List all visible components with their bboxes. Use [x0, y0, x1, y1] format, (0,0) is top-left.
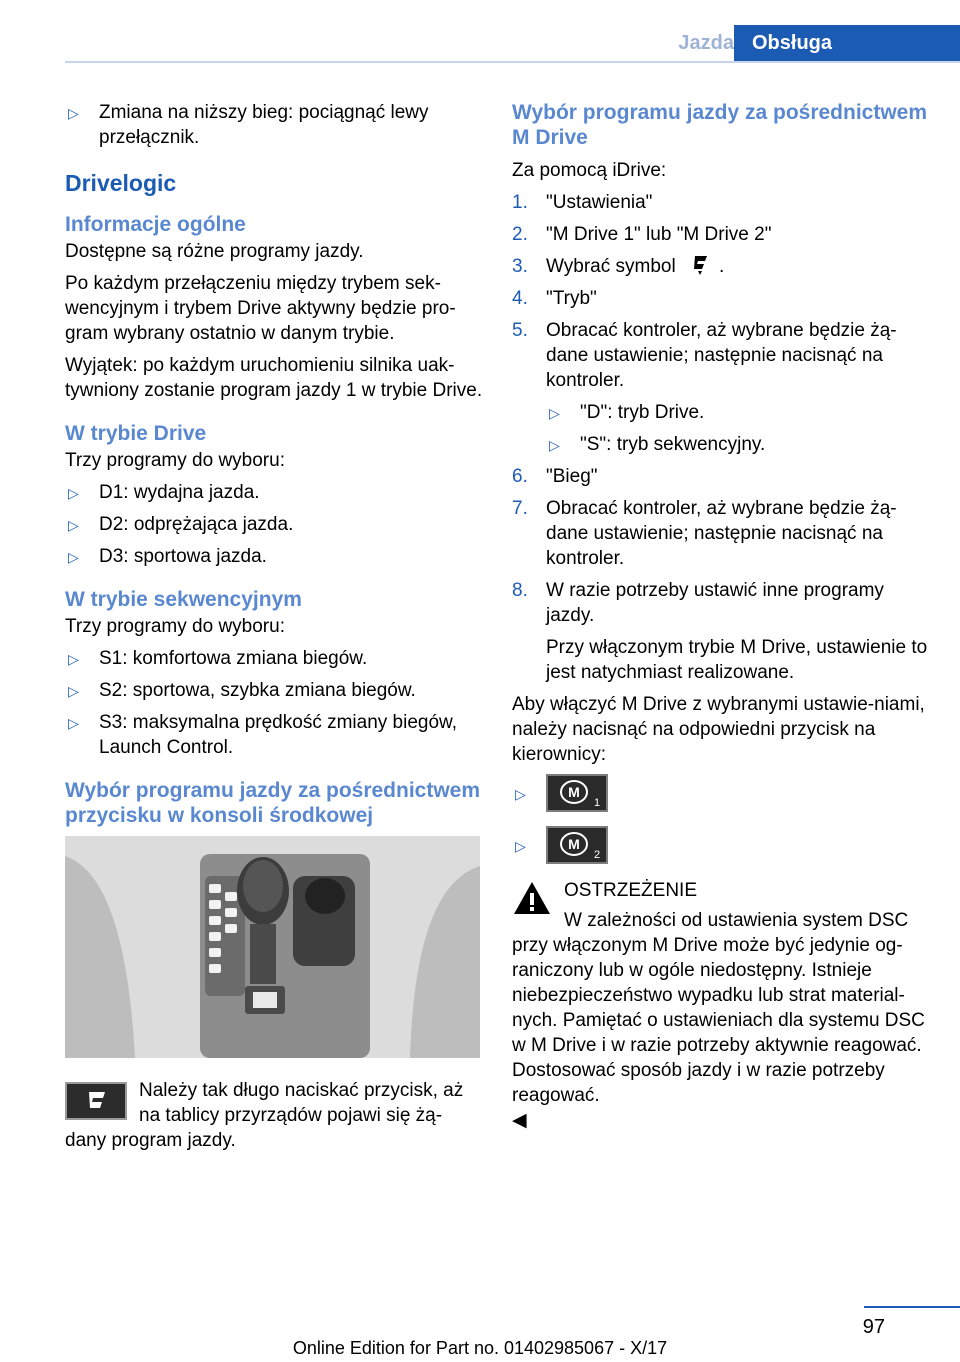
driving-mode-button-icon — [65, 1082, 127, 1120]
list-item: 7. Obracać kontroler, aż wybrane będzie żą-dane ustawienie; następnie nacisnąć na kontroler. — [512, 498, 897, 569]
triangle-bullet-icon: ▷ — [68, 517, 79, 533]
header-divider — [65, 61, 960, 63]
footer-divider — [864, 1306, 960, 1308]
list-item — [512, 826, 932, 864]
paragraph: Trzy programy do wyboru: — [65, 450, 285, 471]
paragraph: Dostępne są różne programy jazdy. — [65, 241, 364, 262]
center-console-photo — [65, 836, 480, 1058]
m2-button-icon — [546, 826, 608, 864]
note-text: Należy tak długo naciskać przycisk, aż na tablicy przyrządów pojawi się żą-dany program jazdy. — [65, 1080, 464, 1151]
paragraph: Za pomocą iDrive: — [512, 160, 667, 181]
triangle-bullet-icon: ▷ — [68, 715, 79, 731]
center-console-illustration — [65, 836, 480, 1058]
triangle-bullet-icon: ▷ — [68, 549, 79, 565]
svg-text:M: M — [568, 836, 580, 852]
list-item: ▷ "S": tryb sekwencyjny. — [546, 432, 932, 457]
list-item: ▷ S2: sportowa, szybka zmiana biegów. — [65, 678, 483, 703]
end-mark: ◀ — [512, 1110, 527, 1131]
triangle-bullet-icon: ▷ — [68, 485, 79, 501]
m1-button-icon — [546, 774, 608, 812]
warning-title: OSTRZEŻENIE — [564, 880, 698, 901]
list-item — [512, 774, 932, 812]
note-block — [65, 1078, 483, 1153]
svg-text:1: 1 — [594, 797, 601, 809]
right-column — [512, 100, 932, 1133]
list-item: 5. Obracać kontroler, aż wybrane będzie żą-dane ustawienie; następnie nacisnąć na kontroler. ▷ "D": tryb Drive. ▷ "S": tryb sekwencyjny. — [512, 318, 932, 457]
m-buttons-list — [512, 774, 932, 864]
paragraph: Trzy programy do wyboru: — [65, 616, 285, 637]
heading-sequential-mode: W trybie sekwencyjnym — [65, 588, 302, 611]
paragraph: Aby włączyć M Drive z wybranymi ustawie-niami, należy nacisnąć na odpowiedni przycisk na kierownicy: — [512, 694, 925, 765]
triangle-bullet-icon: ▷ — [515, 838, 526, 854]
edition-footer: Online Edition for Part no. 01402985067 - X/17 — [292, 1338, 668, 1358]
heading-drive-mode: W trybie Drive — [65, 422, 207, 445]
left-column — [65, 100, 483, 1153]
warning-text: W zależności od ustawienia system DSC przy włączonym M Drive może być jedynie og-raniczony lub w ogóle niedostępny. Istnieje niebezpieczeństwo wypadku lub strat material-nych. Pamiętać o ustawieniach dla systemu DSC w M Drive i w razie potrzeby aktywnie reagować. Dostosować sposób jazdy i w razie potrzeby reagować. — [512, 910, 925, 1106]
list-item: 1. "Ustawienia" — [512, 192, 653, 213]
m-drive-symbol-icon — [685, 254, 715, 276]
drive-programs-list — [65, 480, 483, 569]
steps-list — [512, 190, 932, 685]
list-item: ▷ D1: wydajna jazda. — [65, 480, 483, 505]
warning-block — [512, 878, 932, 1133]
sequential-programs-list — [65, 646, 483, 760]
triangle-bullet-icon: ▷ — [549, 405, 560, 421]
bullet-list — [65, 100, 483, 150]
paragraph: Wyjątek: po każdym uruchomieniu silnika uak-tywniony zostanie program jazdy 1 w trybie Drive. — [65, 355, 483, 401]
list-item: ▷ Zmiana na niższy bieg: pociągnąć lewy przełącznik. — [68, 102, 429, 148]
header-chapter-tab: Obsługa — [734, 25, 960, 61]
svg-text:2: 2 — [594, 849, 601, 861]
header-section: Jazda — [678, 32, 734, 54]
page-number: 97 — [862, 1316, 885, 1338]
heading-drivelogic: Drivelogic — [65, 170, 177, 196]
heading-m-drive: Wybór programu jazdy za pośrednictwem M Drive — [512, 101, 928, 149]
list-item: 2. "M Drive 1" lub "M Drive 2" — [512, 224, 772, 245]
page-header — [0, 25, 960, 61]
triangle-bullet-icon: ▷ — [549, 437, 560, 453]
sub-list — [546, 400, 932, 457]
triangle-bullet-icon: ▷ — [515, 786, 526, 802]
list-item: ▷ S1: komfortowa zmiana biegów. — [65, 646, 483, 671]
step-note: Przy włączonym trybie M Drive, ustawienie to jest natychmiast realizowane. — [546, 637, 928, 683]
list-item: 3. Wybrać symbol . — [512, 256, 725, 277]
triangle-bullet-icon: ▷ — [68, 683, 79, 699]
triangle-bullet-icon: ▷ — [68, 105, 79, 121]
svg-text:M: M — [568, 784, 580, 800]
warning-triangle-icon — [512, 880, 552, 916]
list-item: ▷ "D": tryb Drive. — [546, 400, 932, 425]
list-item: ▷ S3: maksymalna prędkość zmiany biegów, Launch Control. — [68, 712, 457, 758]
heading-console-button: Wybór programu jazdy za pośrednictwem przycisku w konsoli środkowej — [65, 779, 481, 827]
list-item: 8. W razie potrzeby ustawić inne programy jazdy. Przy włączonym trybie M Drive, ustawienie to jest natychmiast realizowane. — [512, 578, 932, 685]
paragraph: Po każdym przełączeniu między trybem sek-wencyjnym i trybem Drive aktywny będzie pro-gram wybrany ostatnio w danym trybie. — [65, 273, 456, 344]
triangle-bullet-icon: ▷ — [68, 651, 79, 667]
list-item: 6. "Bieg" — [512, 466, 598, 487]
list-item: 4. "Tryb" — [512, 288, 597, 309]
list-item: ▷ D3: sportowa jazda. — [65, 544, 483, 569]
list-item: ▷ D2: odprężająca jazda. — [65, 512, 483, 537]
heading-info: Informacje ogólne — [65, 213, 246, 236]
